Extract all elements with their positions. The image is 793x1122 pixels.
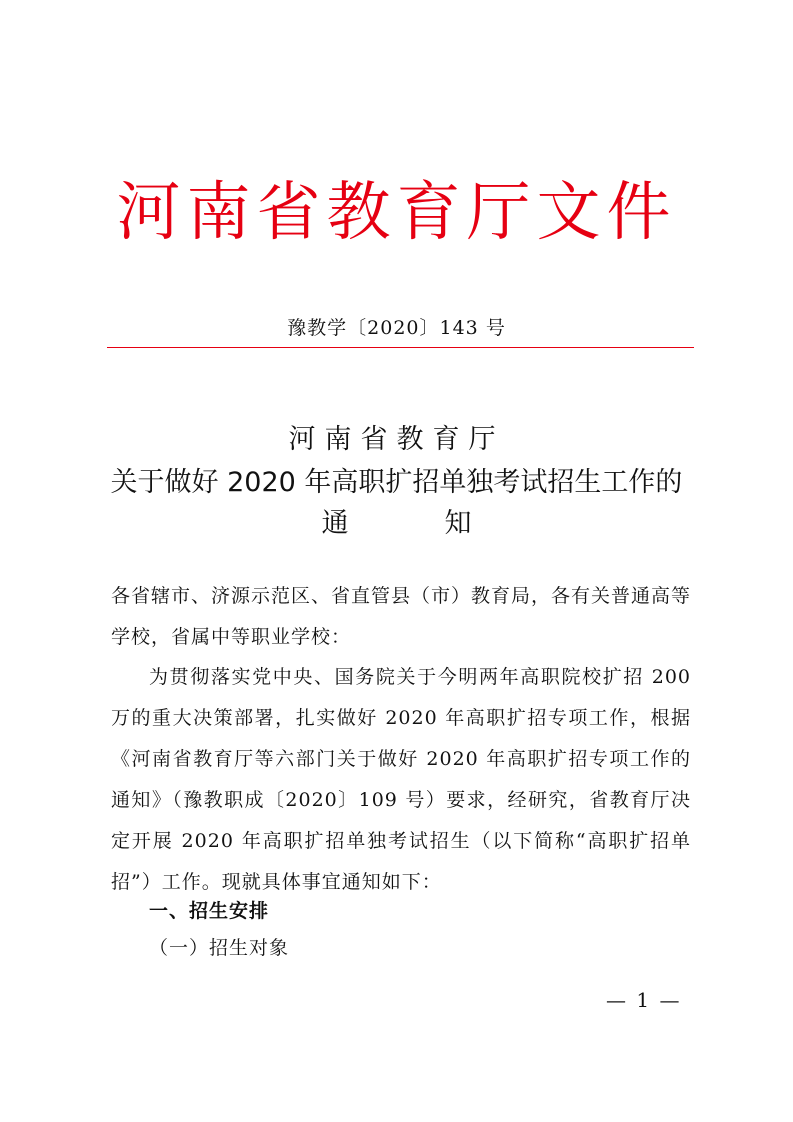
title-notice xyxy=(0,504,793,544)
title-issuer: 河南省教育厅 xyxy=(288,424,505,455)
title-notice-char-1: 通 xyxy=(321,508,349,539)
addressee-paragraph: 各省辖市、济源示范区、省直管县（市）教育局，各有关普通高等学校，省属中等职业学校： xyxy=(111,585,692,648)
red-divider-line xyxy=(107,347,694,348)
section-heading: 一、招生安排 xyxy=(149,900,270,922)
title-notice-char-2: 知 xyxy=(444,508,472,539)
masthead-title: 河南省教育厅文件 xyxy=(116,176,677,250)
subsection-heading: （一）招生对象 xyxy=(149,937,290,959)
document-number: 豫教学〔2020〕143 号 xyxy=(287,317,506,339)
body-paragraph: 为贯彻落实党中央、国务院关于今明两年高职院校扩招 200 万的重大决策部署，扎实做好 2020 年高职扩招专项工作，根据《河南省教育厅等六部门关于做好 2020 年高职扩招专项工作的通知》（豫教职成〔2020〕109 号）要求，经研究，省教育厅决定开展 2020 年高职扩招单独考试招生（以下简称“高职扩招单招”）工作。现就具体事宜通知如下： xyxy=(111,666,691,893)
title-subject: 关于做好 2020 年高职扩招单独考试招生工作的 xyxy=(110,467,683,498)
page-number: — 1 — xyxy=(606,988,682,1012)
